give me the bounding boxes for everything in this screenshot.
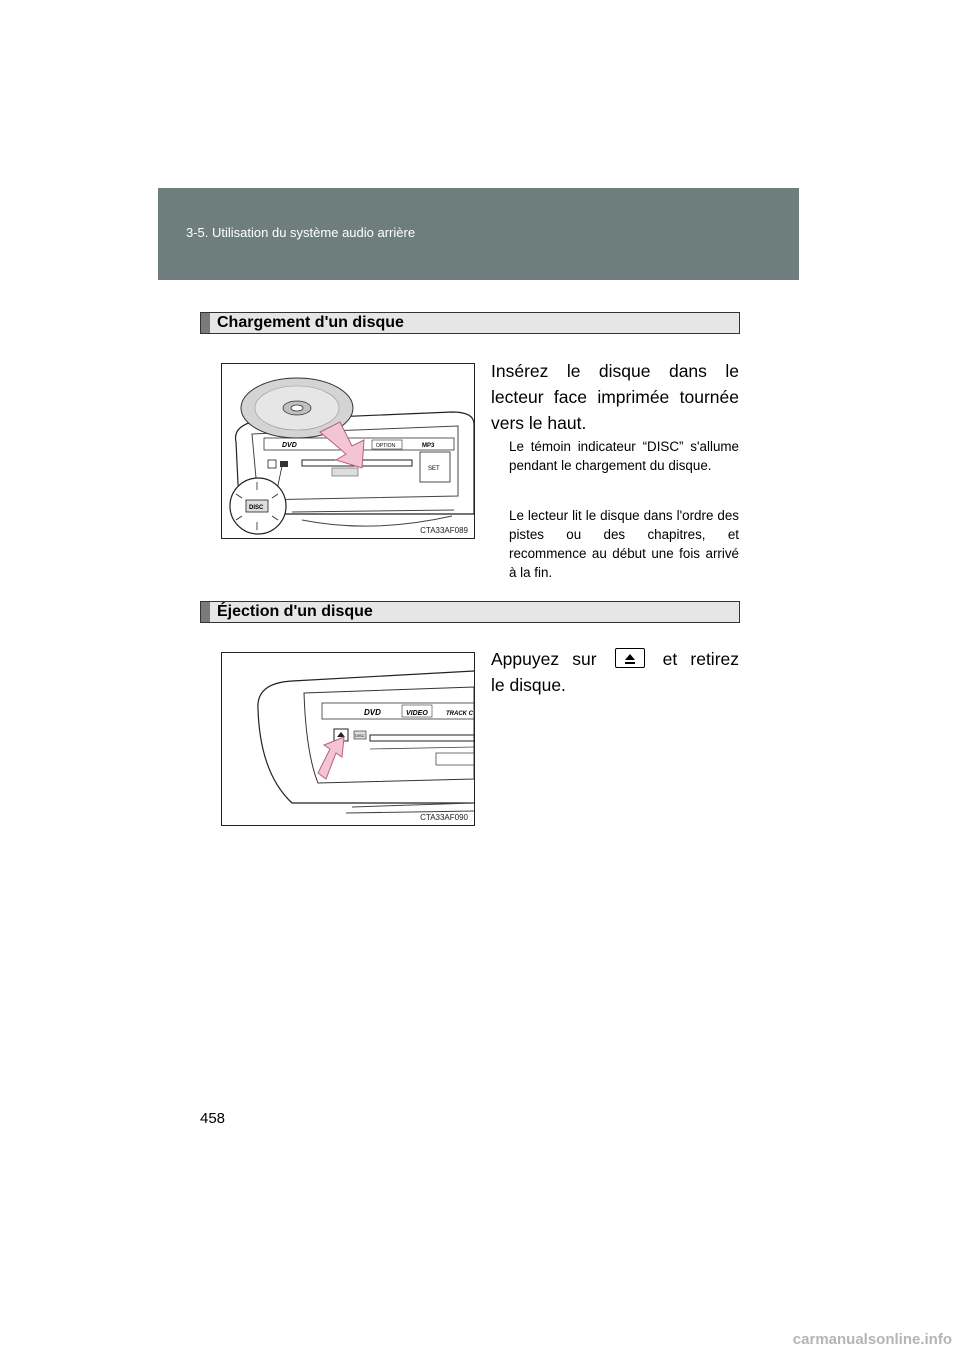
figure-code: CTA33AF089 [420,526,468,535]
load-disc-illustration [222,364,474,538]
section-heading-loading [200,312,740,334]
section-heading-label: Chargement d'un disque [217,314,404,331]
label-track: TRACK C [446,711,473,717]
label-dvd: DVD [282,442,297,449]
chapter-header [158,188,799,280]
note-playback-order: Le lecteur lit le disque dans l'ordre des pistes ou des chapitres, et recommence au début une fois arrivé à la fin. [509,508,739,580]
section-heading-label: Éjection d'un disque [217,603,373,620]
label-dvd: DVD [364,708,381,717]
instruction-eject-after: et retirez le disque. [491,649,740,695]
figure-code: CTA33AF090 [420,813,468,822]
note-disc-indicator: Le témoin indicateur “DISC” s'allume pendant le chargement du disque. [509,439,739,473]
chapter-title: 3-5. Utilisation du système audio arrière [186,225,416,240]
instruction-eject [491,646,739,698]
figure-load-disc [221,363,475,539]
section-heading-eject [200,601,740,623]
heading-accent [201,602,210,622]
label-video: VIDEO [406,710,428,717]
instruction-load: Insérez le disque dans le lecteur face imprimée tournée vers le haut. [491,361,739,433]
label-option: OPTION [376,443,396,449]
label-disc: DISC [249,505,264,511]
heading-accent [201,313,210,333]
figure-eject-disc [221,652,475,826]
instruction-eject-before: Appuyez sur [491,649,597,669]
watermark: carmanualsonline.info [792,1331,952,1348]
label-mp3: MP3 [422,443,435,449]
label-disc: DISC [355,733,365,738]
page-number: 458 [200,1110,226,1127]
eject-disc-illustration [222,653,474,825]
eject-icon [615,648,645,668]
label-set: SET [428,466,440,472]
